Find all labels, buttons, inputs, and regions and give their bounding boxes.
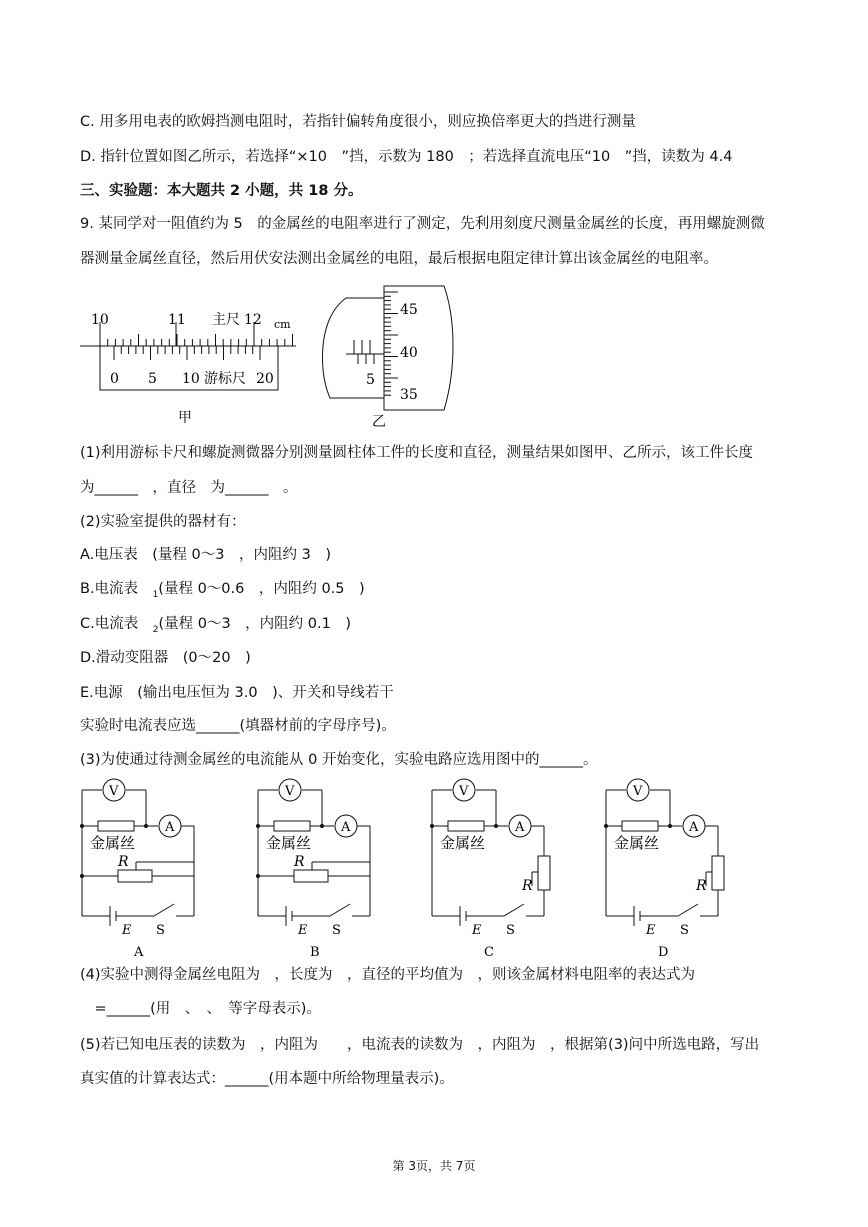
ammeter-label: A [165, 820, 175, 835]
item-a: A.电压表 (量程 0～3 ，内阻约 3 ) [80, 547, 331, 563]
vernier-caliper-figure [78, 304, 308, 432]
vernier-tick-5: 5 [148, 371, 157, 387]
circuit-a [80, 779, 194, 960]
source-label: E [122, 923, 132, 938]
micrometer-caption: 乙 [372, 414, 386, 430]
part-4-line-1: (4)实验中测得金属丝电阻为 ，长度为 ，直径的平均值为 ，则该金属材料电阻率的表达式为 [80, 967, 696, 983]
source-label: E [646, 923, 656, 938]
wire-label: 金属丝 [614, 834, 660, 852]
switch-label: S [680, 923, 689, 938]
question-9-line-1: 9. 某同学对一阻值约为 5 的金属丝的电阻率进行了测定，先利用刻度尺测量金属丝的长度，再用螺旋测微 [80, 216, 765, 232]
option-c: C. 用多用电表的欧姆挡测电阻时，若指针偏转角度很小，则应换倍率更大的挡进行测量 [80, 114, 636, 130]
vernier-tick-20: 20 [256, 371, 274, 387]
switch-label: S [332, 923, 341, 938]
item-e: E.电源 (输出电压恒为 3.0 )、开关和导线若干 [80, 685, 394, 701]
circuit-b [256, 779, 370, 960]
vernier-scale-label: 游标尺 [204, 371, 246, 387]
main-tick-11: 11 [168, 312, 186, 328]
wire-label: 金属丝 [90, 834, 136, 852]
part-5-line-2: 真实值的计算表达式：______(用本题中所给物理量表示)。 [80, 1071, 454, 1087]
thimble-tick-40: 40 [400, 345, 418, 361]
switch-label: S [156, 923, 165, 938]
main-tick-12: 12 [244, 312, 262, 328]
circuit-label: A [134, 945, 144, 960]
vernier-tick-0: 0 [110, 371, 119, 387]
caliper-caption: 甲 [178, 410, 192, 426]
main-tick-10: 10 [91, 312, 109, 328]
wire-label: 金属丝 [440, 834, 486, 852]
item-b: B.电流表 $_1$(量程 0～0.6 ，内阻约 0.5 ) [80, 581, 365, 600]
circuit-d [604, 779, 724, 960]
circuit-c [430, 779, 550, 960]
circuit-label: B [310, 945, 320, 960]
part-5-line-1: (5)若已知电压表的读数为 ，内阻为 ，电流表的读数为 ，内阻为 ，根据第(3)问中所选电路，写出 [80, 1037, 760, 1053]
unit-label: cm [274, 318, 291, 331]
thimble-tick-35: 35 [400, 387, 418, 403]
circuit-diagrams [70, 778, 750, 960]
voltmeter-label: V [109, 784, 119, 799]
wire-label: 金属丝 [266, 834, 312, 852]
rheostat-label: R [696, 878, 707, 894]
option-d: D. 指针位置如图乙所示，若选择“×10 ”挡，示数为 180 ；若选择直流电压“10 ”挡，读数为 4.4 [80, 149, 733, 165]
thimble-tick-45: 45 [400, 302, 418, 318]
main-scale-label: 主尺 [212, 312, 240, 328]
voltmeter-label: V [633, 784, 643, 799]
ammeter-select-question: 实验时电流表应选______(填器材前的字母序号)。 [80, 718, 396, 734]
item-d: D.滑动变阻器 (0～20 ) [80, 650, 251, 666]
switch-label: S [506, 923, 515, 938]
part-1-line-2: 为______ ，直径 为______ 。 [80, 480, 298, 496]
rheostat-label: R [294, 854, 305, 870]
rheostat-label: R [118, 854, 129, 870]
source-label: E [298, 923, 308, 938]
circuit-label: D [658, 945, 669, 960]
part-4-line-2: =______(用 、 、 等字母表示)。 [80, 1001, 321, 1017]
section-heading: 三、实验题：本大题共 2 小题，共 18 分。 [80, 183, 363, 199]
page-footer: 第 3页，共 7页 [392, 1159, 476, 1173]
rheostat-label: R [522, 878, 533, 894]
sleeve-tick-5: 5 [366, 372, 375, 388]
ammeter-label: A [341, 820, 351, 835]
circuit-label: C [484, 945, 494, 960]
part-1-line-1: (1)利用游标卡尺和螺旋测微器分别测量圆柱体工件的长度和直径，测量结果如图甲、乙所示，该工件长度 [80, 445, 754, 461]
ammeter-label: A [515, 820, 525, 835]
part-3-question: (3)为使通过待测金属丝的电流能从 0 开始变化，实验电路应选用图中的______。 [80, 752, 598, 768]
source-label: E [472, 923, 482, 938]
vernier-tick-10: 10 [182, 371, 200, 387]
ammeter-label: A [689, 820, 699, 835]
micrometer-figure [318, 280, 460, 432]
voltmeter-label: V [285, 784, 295, 799]
item-c: C.电流表 $_2$(量程 0～3 ，内阻约 0.1 ) [80, 616, 352, 635]
part-2-heading: (2)实验室提供的器材有： [80, 514, 246, 530]
voltmeter-label: V [459, 784, 469, 799]
question-9-line-2: 器测量金属丝直径，然后用伏安法测出金属丝的电阻，最后根据电阻定律计算出该金属丝的电阻率。 [80, 251, 718, 267]
